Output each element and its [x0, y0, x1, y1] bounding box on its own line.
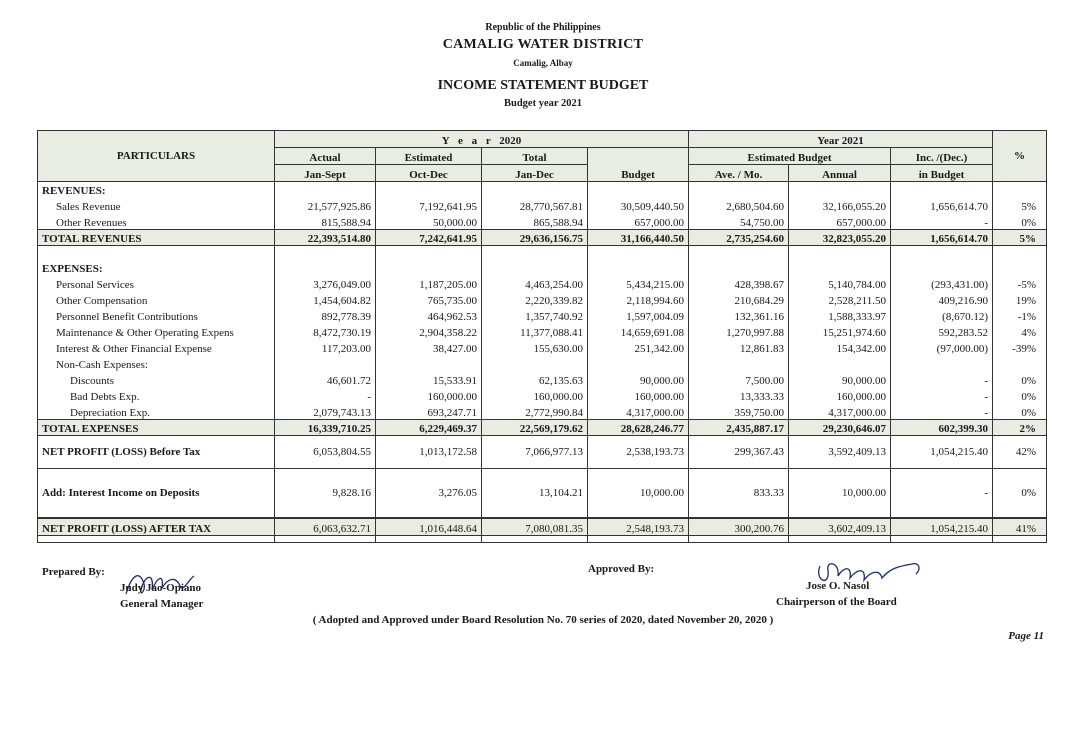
page-number: Page 11	[1008, 630, 1044, 642]
year-2020-header: Y e a r 2020	[275, 131, 689, 148]
approved-by-label: Approved By:	[588, 563, 655, 575]
noncash-label: Non-Cash Expenses:	[38, 355, 275, 371]
col-percent: %	[993, 131, 1047, 182]
col-estimated-sub: Oct-Dec	[376, 165, 482, 182]
table-row: Personnel Benefit Contributions 892,778.39 464,962.53 1,357,740.92 1,597,004.09 132,361.16 1,588,333.97 (8,670.12) -1%	[38, 307, 1047, 323]
table-row: Discounts 46,601.72 15,533.91 62,135.63 90,000.00 7,500.00 90,000.00 - 0%	[38, 371, 1047, 387]
col-inc-dec: Inc. /(Dec.)	[891, 148, 993, 165]
year-2021-header: Year 2021	[689, 131, 993, 148]
org-location: Camalig, Albay	[513, 58, 573, 68]
table-row: Bad Debts Exp. - 160,000.00 160,000.00 160,000.00 13,333.33 160,000.00 - 0%	[38, 387, 1047, 403]
table-row: Depreciation Exp. 2,079,743.13 693,247.71 2,772,990.84 4,317,000.00 359,750.00 4,317,000.00 - 0%	[38, 403, 1047, 420]
revenues-label: REVENUES:	[38, 182, 275, 198]
col-in-budget: in Budget	[891, 165, 993, 182]
income-statement-table	[37, 130, 1047, 543]
table-row: Personal Services 3,276,049.00 1,187,205.00 4,463,254.00 5,434,215.00 428,398.67 5,140,784.00 (293,431.00) -5%	[38, 275, 1047, 291]
approver-title: Chairperson of the Board	[776, 596, 897, 608]
org-name: CAMALIG WATER DISTRICT	[442, 37, 644, 52]
table-row: Sales Revenue 21,577,925.86 7,192,641.95 28,770,567.81 30,509,440.50 2,680,504.60 32,166,055.20 1,656,614.70 5%	[38, 197, 1047, 213]
expenses-label: EXPENSES:	[38, 260, 275, 275]
table-row: Other Compensation 1,454,604.82 765,735.00 2,220,339.82 2,118,994.60 210,684.29 2,528,211.50 409,216.90 19%	[38, 291, 1047, 307]
col-actual: Actual	[275, 148, 376, 165]
col-ave-mo: Ave. / Mo.	[689, 165, 789, 182]
prepared-by-label: Prepared By:	[42, 566, 105, 578]
approver-name: Jose O. Nasol	[806, 580, 870, 592]
col-particulars: PARTICULARS	[38, 131, 275, 182]
net-profit-before-tax-row: NET PROFIT (LOSS) Before Tax 6,053,804.55 1,013,172.58 7,066,977.13 2,538,193.73 299,367.43 3,592,409.13 1,054,215.40 42%	[38, 436, 1047, 469]
interest-income-row: Add: Interest Income on Deposits 9,828.16 3,276.05 13,104.21 10,000.00 833.33 10,000.00 - 0%	[38, 469, 1047, 519]
table-row: Other Revenues 815,588.94 50,000.00 865,588.94 657,000.00 54,750.00 657,000.00 - 0%	[38, 213, 1047, 230]
col-budget: Budget	[588, 148, 689, 182]
col-total: Total	[482, 148, 588, 165]
adoption-note: ( Adopted and Approved under Board Resolution No. 70 series of 2020, dated November 20, 2020 )	[312, 614, 774, 626]
col-est-budget: Estimated Budget	[689, 148, 891, 165]
col-total-sub: Jan-Dec	[482, 165, 588, 182]
total-expenses-row: TOTAL EXPENSES 16,339,710.25 6,229,469.37 22,569,179.62 28,628,246.77 2,435,887.17 29,230,646.07 602,399.30 2%	[38, 420, 1047, 436]
net-profit-after-tax-row: NET PROFIT (LOSS) AFTER TAX 6,063,632.71 1,016,448.64 7,080,081.35 2,548,193.73 300,200.76 3,602,409.13 1,054,215.40 41%	[38, 518, 1047, 536]
total-revenues-row: TOTAL REVENUES 22,393,514.80 7,242,641.95 29,636,156.75 31,166,440.50 2,735,254.60 32,823,055.20 1,656,614.70 5%	[38, 230, 1047, 246]
col-annual: Annual	[789, 165, 891, 182]
preparer-title: General Manager	[120, 598, 204, 610]
preparer-name: Judy Jao-Opiano	[120, 582, 201, 594]
col-estimated: Estimated	[376, 148, 482, 165]
table-row: Interest & Other Financial Expense 117,203.00 38,427.00 155,630.00 251,342.00 12,861.83 154,342.00 (97,000.00) -39%	[38, 339, 1047, 355]
budget-year: Budget year 2021	[504, 98, 582, 109]
document-title: INCOME STATEMENT BUDGET	[437, 78, 649, 93]
col-actual-sub: Jan-Sept	[275, 165, 376, 182]
republic-line: Republic of the Philippines	[485, 22, 601, 33]
table-row: Maintenance & Other Operating Expens 8,472,730.19 2,904,358.22 11,377,088.41 14,659,691.08 1,270,997.88 15,251,974.60 592,283.52 4%	[38, 323, 1047, 339]
